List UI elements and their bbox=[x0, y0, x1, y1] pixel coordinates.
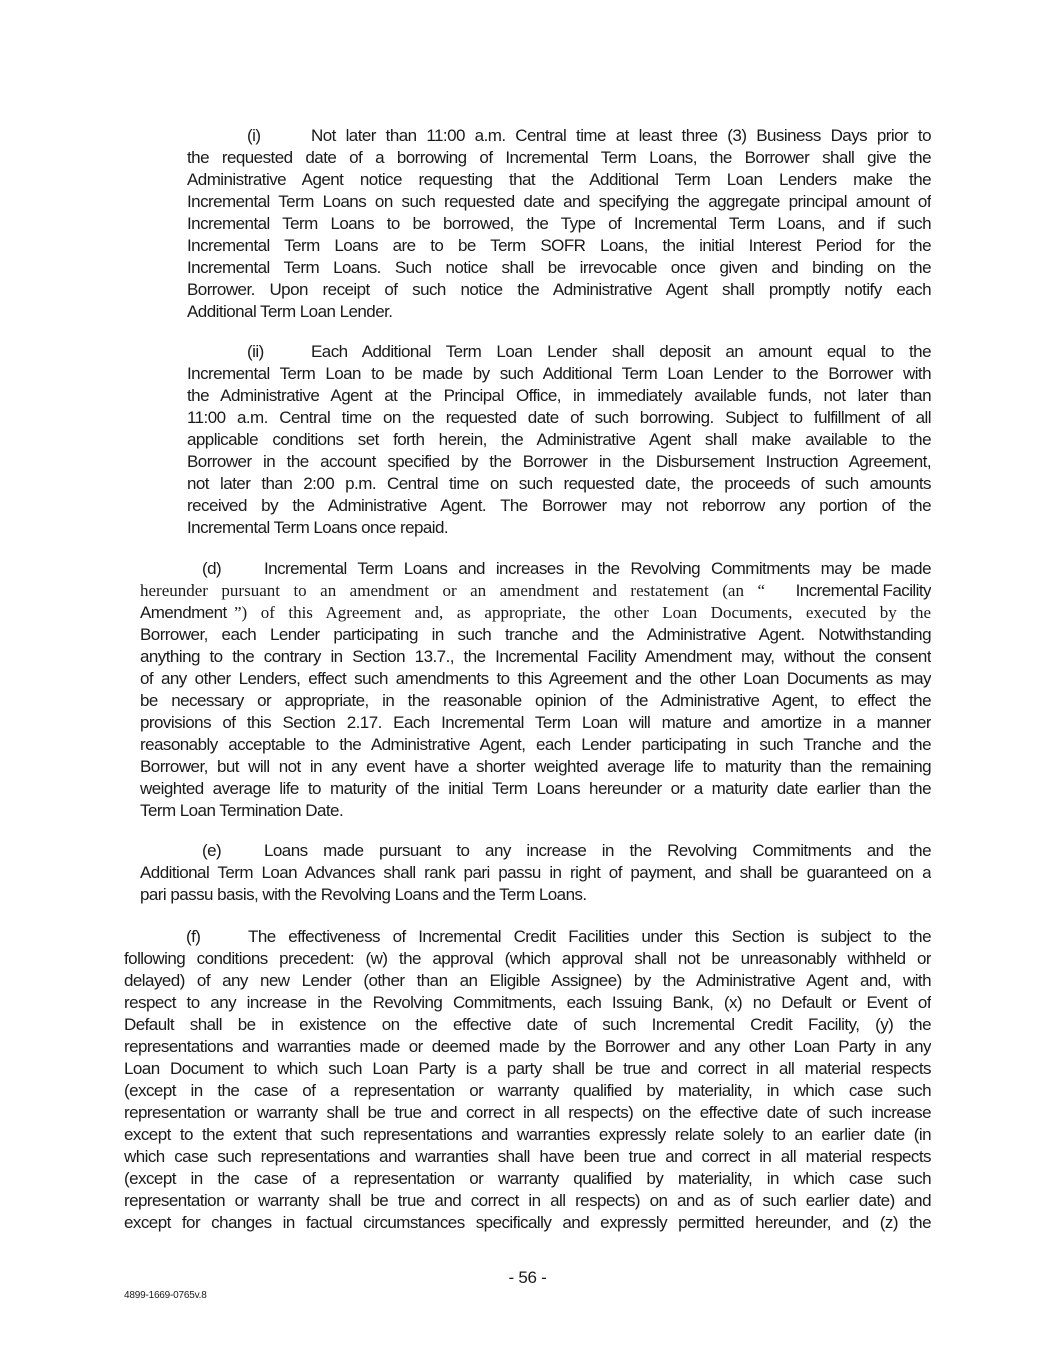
paragraph-line bbox=[187, 125, 931, 147]
paragraph-line: respect to any increase in the Revolving Commitments, each Issuing Bank, (x) no Default or Event of bbox=[124, 993, 931, 1012]
paragraph-line: be necessary or appropriate, in the reasonable opinion of the Administrative Agent, to effect the bbox=[140, 691, 931, 710]
paragraph-line: anything to the contrary in Section 13.7., the Incremental Facility Amendment may, without the consent bbox=[140, 647, 931, 666]
paragraph-line: of any other Lenders, effect such amendments to this Agreement and the other Loan Documents as may bbox=[140, 669, 931, 688]
paragraph-line: the requested date of a borrowing of Incremental Term Loans, the Borrower shall give the bbox=[187, 148, 931, 167]
paragraph-line: (except in the case of a representation or warranty qualified by materiality, in which case such bbox=[124, 1081, 931, 1100]
paragraph-label: (e) bbox=[202, 841, 222, 860]
paragraph-line: except to the extent that such representations and warranties expressly relate solely to an earlier date (in bbox=[124, 1125, 931, 1144]
defined-term: Amendment bbox=[140, 603, 227, 622]
paragraph-line: weighted average life to maturity of the initial Term Loans hereunder or a maturity date earlier than the bbox=[140, 779, 931, 798]
page-number: - 56 - bbox=[508, 1268, 547, 1287]
paragraph-line bbox=[187, 341, 931, 363]
paragraph-text: hereunder pursuant to an amendment or an amendment and restatement (an “ bbox=[140, 581, 765, 600]
document-id: 4899-1669-0765v.8 bbox=[124, 1290, 207, 1301]
paragraph-line: 11:00 a.m. Central time on the requested date of such borrowing. Subject to fulfillment of all bbox=[187, 408, 931, 427]
paragraph-line: representations and warranties made or deemed made by the Borrower and any other Loan Party in any bbox=[124, 1037, 931, 1056]
paragraph-line: representation or warranty shall be true and correct in all respects) on the effective date of such increase bbox=[124, 1103, 931, 1122]
paragraph-text: ”) of this Agreement and, as appropriate, the other Loan Documents, executed by the bbox=[234, 603, 931, 622]
paragraph-line bbox=[140, 580, 931, 602]
paragraph-label: (f) bbox=[186, 927, 201, 946]
paragraph-line: Administrative Agent notice requesting that the Additional Term Loan Lenders make the bbox=[187, 170, 931, 189]
paragraph-line: received by the Administrative Agent. The Borrower may not reborrow any portion of the bbox=[187, 496, 931, 515]
paragraph-line: Incremental Term Loans once repaid. bbox=[187, 518, 449, 537]
paragraph-line: delayed) of any new Lender (other than an Eligible Assignee) by the Administrative Agent and, with bbox=[124, 971, 931, 990]
paragraph-text: Not later than 11:00 a.m. Central time at least three (3) Business Days prior to bbox=[311, 126, 931, 145]
paragraph-line: which case such representations and warranties shall have been true and correct in all material respects bbox=[124, 1147, 931, 1166]
paragraph-line: provisions of this Section 2.17. Each Incremental Term Loan will mature and amortize in a manner bbox=[140, 713, 931, 732]
paragraph-line: pari passu basis, with the Revolving Loans and the Term Loans. bbox=[140, 885, 587, 904]
paragraph-text: Incremental Term Loans and increases in the Revolving Commitments may be made bbox=[264, 559, 931, 578]
paragraph-line: Borrower, each Lender participating in such tranche and the Administrative Agent. Notwithstanding bbox=[140, 625, 931, 644]
paragraph-line: following conditions precedent: (w) the approval (which approval shall not be unreasonably withheld or bbox=[124, 949, 931, 968]
paragraph-line: not later than 2:00 p.m. Central time on such requested date, the proceeds of such amounts bbox=[187, 474, 931, 493]
paragraph-label: (i) bbox=[247, 126, 261, 145]
paragraph-line: Borrower. Upon receipt of such notice the Administrative Agent shall promptly notify each bbox=[187, 280, 931, 299]
paragraph-line: reasonably acceptable to the Administrative Agent, each Lender participating in such Tranche and the bbox=[140, 735, 931, 754]
paragraph-line bbox=[140, 840, 931, 862]
paragraph-text: Loans made pursuant to any increase in the Revolving Commitments and the bbox=[264, 841, 931, 860]
paragraph-line: Incremental Term Loans to be borrowed, the Type of Incremental Term Loans, and if such bbox=[187, 214, 931, 233]
paragraph-line: (except in the case of a representation or warranty qualified by materiality, in which case such bbox=[124, 1169, 931, 1188]
paragraph-line: Incremental Term Loans on such requested date and specifying the aggregate principal amount of bbox=[187, 192, 931, 211]
paragraph-line: Additional Term Loan Lender. bbox=[187, 302, 393, 321]
paragraph-line: Term Loan Termination Date. bbox=[140, 801, 344, 820]
paragraph-text: Each Additional Term Loan Lender shall deposit an amount equal to the bbox=[311, 342, 931, 361]
paragraph-line: Incremental Term Loan to be made by such Additional Term Loan Lender to the Borrower with bbox=[187, 364, 931, 383]
paragraph-line: applicable conditions set forth herein, the Administrative Agent shall make available to the bbox=[187, 430, 931, 449]
paragraph-line: Incremental Term Loans are to be Term SOFR Loans, the initial Interest Period for the bbox=[187, 236, 931, 255]
paragraph-line: the Administrative Agent at the Principal Office, in immediately available funds, not later than bbox=[187, 386, 931, 405]
paragraph-line: Additional Term Loan Advances shall rank pari passu in right of payment, and shall be guaranteed on a bbox=[140, 863, 931, 882]
paragraph-line: Incremental Term Loans. Such notice shall be irrevocable once given and binding on the bbox=[187, 258, 931, 277]
paragraph-label: (d) bbox=[202, 559, 222, 578]
paragraph-line bbox=[140, 558, 931, 580]
paragraph-line: Borrower, but will not in any event have a shorter weighted average life to maturity than the remaining bbox=[140, 757, 931, 776]
paragraph-line: Borrower in the account specified by the Borrower in the Disbursement Instruction Agreement, bbox=[187, 452, 931, 471]
paragraph-line bbox=[124, 926, 931, 948]
paragraph-line bbox=[140, 602, 931, 624]
paragraph-line: representation or warranty shall be true and correct in all respects) on and as of such earlier date) and bbox=[124, 1191, 931, 1210]
paragraph-line: Default shall be in existence on the effective date of such Incremental Credit Facility, (y) the bbox=[124, 1015, 931, 1034]
paragraph-line: Loan Document to which such Loan Party is a party shall be true and correct in all material respects bbox=[124, 1059, 931, 1078]
paragraph-text: The effectiveness of Incremental Credit Facilities under this Section is subject to the bbox=[248, 927, 931, 946]
paragraph-label: (ii) bbox=[247, 342, 264, 361]
paragraph-line: except for changes in factual circumstances specifically and expressly permitted hereunder, and (z) the bbox=[124, 1213, 931, 1232]
defined-term: Incremental Facility bbox=[795, 581, 931, 600]
